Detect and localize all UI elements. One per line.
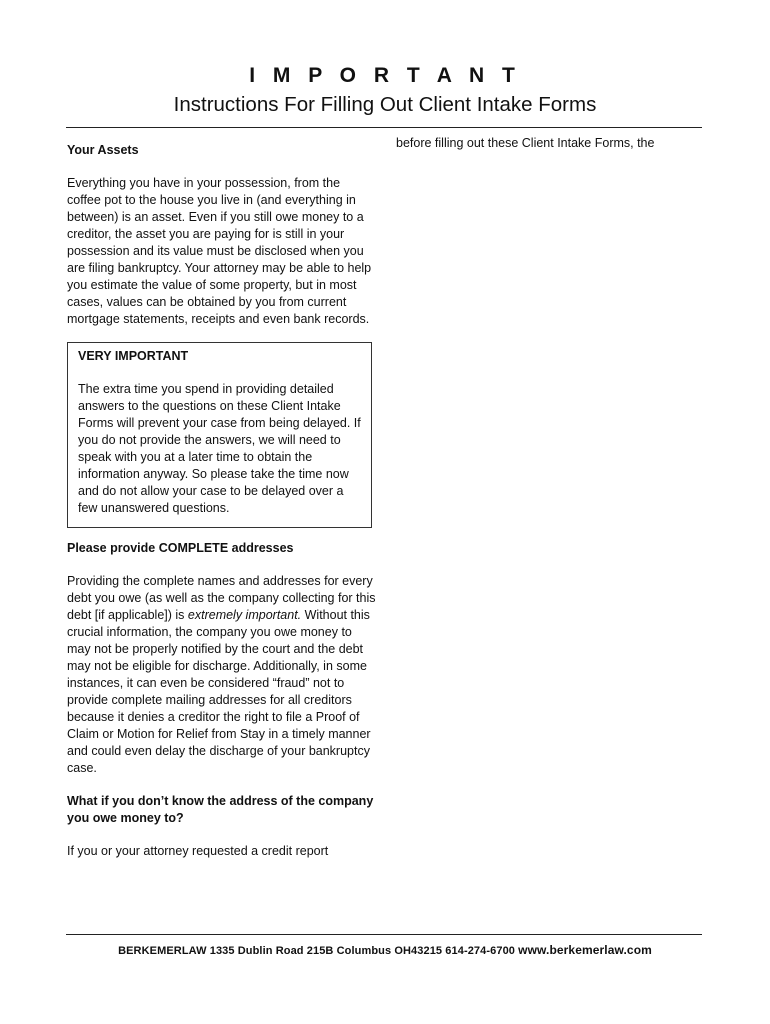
page-subtitle: Instructions For Filling Out Client Intake Forms xyxy=(173,93,597,116)
page-title: I M P O R T A N T xyxy=(249,64,521,87)
addresses-heading: Please provide COMPLETE addresses xyxy=(67,541,294,555)
right-column-text: before filling out these Client Intake Forms, the xyxy=(396,136,655,150)
very-important-heading: VERY IMPORTANT xyxy=(78,349,189,363)
top-divider xyxy=(66,127,702,128)
unknown-address-heading: What if you don’t know the address of the company you owe money to? xyxy=(67,794,374,825)
bottom-divider xyxy=(66,934,702,935)
very-important-paragraph: The extra time you spend in providing detailed answers to the questions on these Client Intake Forms will prevent your case from being delayed. If you do not provide the answers, we will need to speak with you at a later time to obtain the information anyway. So please take the time now and do not allow your case to be delayed over a few unanswered questions. xyxy=(78,382,361,515)
footer-url[interactable]: www.berkemerlaw.com xyxy=(518,943,652,957)
unknown-address-paragraph: If you or your attorney requested a credit report xyxy=(67,844,329,858)
assets-paragraph: Everything you have in your possession, from the coffee pot to the house you live in (and everything in between) is an asset. Even if you still owe money to a creditor, the asset you are paying for is still in your possession and its value must be disclosed when you are filing bankruptcy. Your attorney may be able to help you estimate the value of some property, but in most cases, values can be obtained by you from current mortgage statements, receipts and even bank records. xyxy=(67,176,372,326)
very-important-box xyxy=(67,342,372,528)
addresses-text-2: Without this crucial information, the company you owe money to may not be properly notified by the court and the debt may not be eligible for discharge. Additionally, in some instances, it can even be considered “fraud” not to provide complete mailing addresses for all creditors because it denies a creditor the right to file a Proof of Claim or Motion for Relief from Stay in a timely manner and could even delay the discharge of your bankruptcy case. xyxy=(67,608,371,775)
footer-address: BERKEMERLAW 1335 Dublin Road 215B Columbus OH43215 614-274-6700 xyxy=(118,945,516,957)
addresses-paragraph xyxy=(67,573,377,777)
left-column xyxy=(67,142,377,860)
assets-heading: Your Assets xyxy=(67,143,139,157)
footer xyxy=(0,943,770,957)
addresses-text-emphasis: extremely important. xyxy=(187,608,302,622)
addresses-text-1: Providing the complete names and addresses for every debt you owe (as well as the company collecting for this debt [if applicable]) is xyxy=(67,574,376,622)
